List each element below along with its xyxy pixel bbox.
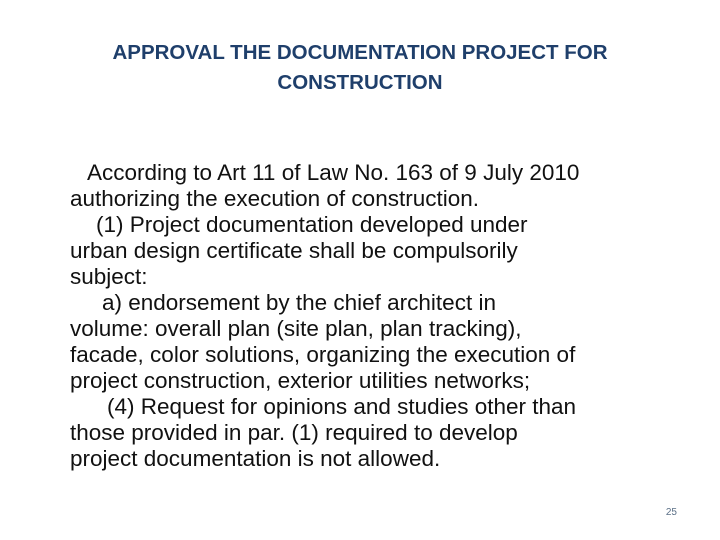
body-line-2: authorizing the execution of construction. xyxy=(70,186,479,211)
slide-title-line-1: APPROVAL THE DOCUMENTATION PROJECT FOR xyxy=(112,41,608,64)
body-line-9: project construction, exterior utilities networks; xyxy=(70,368,531,393)
body-line-11: those provided in par. (1) required to develop xyxy=(70,420,518,445)
body-line-1: According to Art 11 of Law No. 163 of 9 July 2010 xyxy=(87,160,580,185)
body-line-3: (1) Project documentation developed under xyxy=(96,212,528,237)
slide-title xyxy=(0,38,720,98)
body-line-12: project documentation is not allowed. xyxy=(70,446,441,471)
slide-title-line-2: CONSTRUCTION xyxy=(277,71,443,94)
body-line-8: facade, color solutions, organizing the execution of xyxy=(70,342,576,367)
body-line-5: subject: xyxy=(70,264,148,289)
body-line-7: volume: overall plan (site plan, plan tracking), xyxy=(70,316,522,341)
body-line-4: urban design certificate shall be compulsorily xyxy=(70,238,518,263)
body-line-6: a) endorsement by the chief architect in xyxy=(102,290,496,315)
page-number: 25 xyxy=(665,507,677,518)
slide-body-text xyxy=(70,160,700,472)
body-line-10: (4) Request for opinions and studies other than xyxy=(107,394,577,419)
